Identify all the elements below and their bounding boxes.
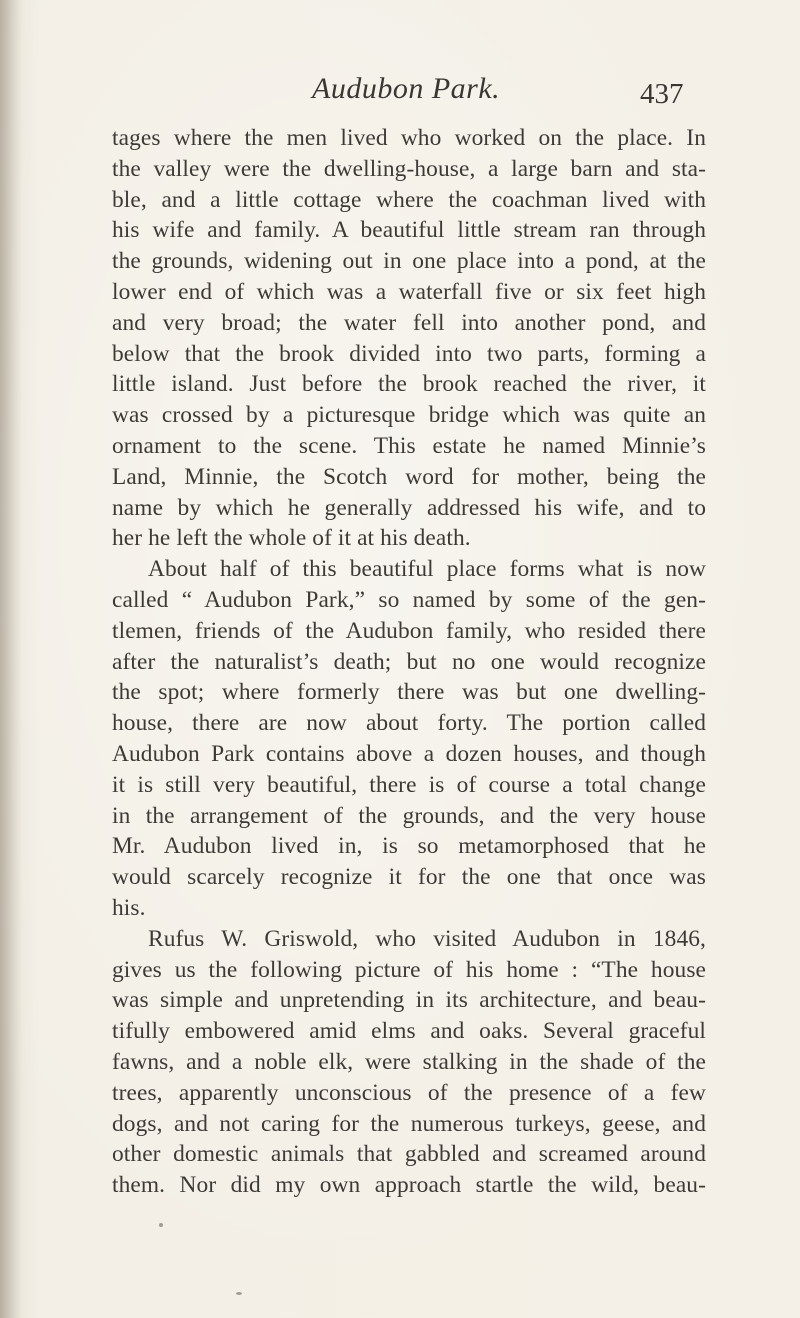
page-number: 437	[640, 78, 684, 110]
text-line: gives us the following picture of his home : “The house	[112, 956, 706, 983]
text-line: called “ Audubon Park,” so named by some of the gen-	[112, 586, 706, 613]
text-line: trees, apparently unconscious of the presence of a few	[112, 1079, 706, 1106]
text-line: his.	[112, 894, 146, 921]
paper-speck	[236, 1292, 242, 1295]
text-line: tlemen, friends of the Audubon family, who resided there	[112, 617, 706, 644]
text-line: Mr. Audubon lived in, is so metamorphosed that he	[112, 833, 706, 860]
text-line: tifully embowered amid elms and oaks. Several graceful	[112, 1018, 706, 1045]
text-line: other domestic animals that gabbled and screamed around	[112, 1141, 706, 1168]
text-line: ble, and a little cottage where the coachman lived with	[112, 186, 706, 213]
text-line: her he left the whole of it at his death.	[112, 525, 471, 552]
paper-speck	[159, 1223, 163, 1227]
text-line: below that the brook divided into two parts, forming a	[112, 340, 706, 367]
text-line: the grounds, widening out in one place into a pond, at the	[112, 248, 706, 275]
text-line: lower end of which was a waterfall five or six feet high	[112, 278, 706, 305]
text-line: dogs, and not caring for the numerous turkeys, geese, and	[112, 1110, 706, 1137]
text-line: name by which he generally addressed his wife, and to	[112, 494, 706, 521]
text-line: was simple and unpretending in its architecture, and beau-	[112, 987, 706, 1014]
text-line: was crossed by a picturesque bridge which was quite an	[112, 402, 706, 429]
text-line: the spot; where formerly there was but one dwelling-	[112, 679, 706, 706]
text-line: Audubon Park contains above a dozen houses, and though	[112, 740, 706, 767]
text-line: Land, Minnie, the Scotch word for mother, being the	[112, 463, 706, 490]
text-line: in the arrangement of the grounds, and the very house	[112, 802, 706, 829]
text-line: fawns, and a noble elk, were stalking in the shade of the	[112, 1048, 706, 1075]
running-title: Audubon Park.	[312, 72, 501, 105]
text-line: ornament to the scene. This estate he named Minnie’s	[112, 432, 706, 459]
text-line: tages where the men lived who worked on the place. In	[112, 125, 706, 151]
text-line: them. Nor did my own approach startle the wild, beau-	[112, 1172, 706, 1199]
text-line: it is still very beautiful, there is of course a total change	[112, 771, 706, 798]
text-line: little island. Just before the brook reached the river, it	[112, 371, 706, 398]
text-line: after the naturalist’s death; but no one would recognize	[112, 648, 706, 675]
text-line: his wife and family. A beautiful little stream ran through	[112, 217, 706, 244]
text-line: would scarcely recognize it for the one that once was	[112, 864, 706, 891]
gutter-shadow	[0, 0, 22, 1318]
paragraph-start-line: About half of this beautiful place forms what is now	[148, 556, 706, 583]
body-text	[112, 123, 706, 1201]
text-line: house, there are now about forty. The portion called	[112, 710, 706, 737]
text-line: the valley were the dwelling-house, a large barn and sta-	[112, 155, 706, 182]
running-head	[0, 72, 800, 112]
paragraph-start-line: Rufus W. Griswold, who visited Audubon in 1846,	[148, 925, 706, 952]
text-line: and very broad; the water fell into another pond, and	[112, 309, 706, 336]
